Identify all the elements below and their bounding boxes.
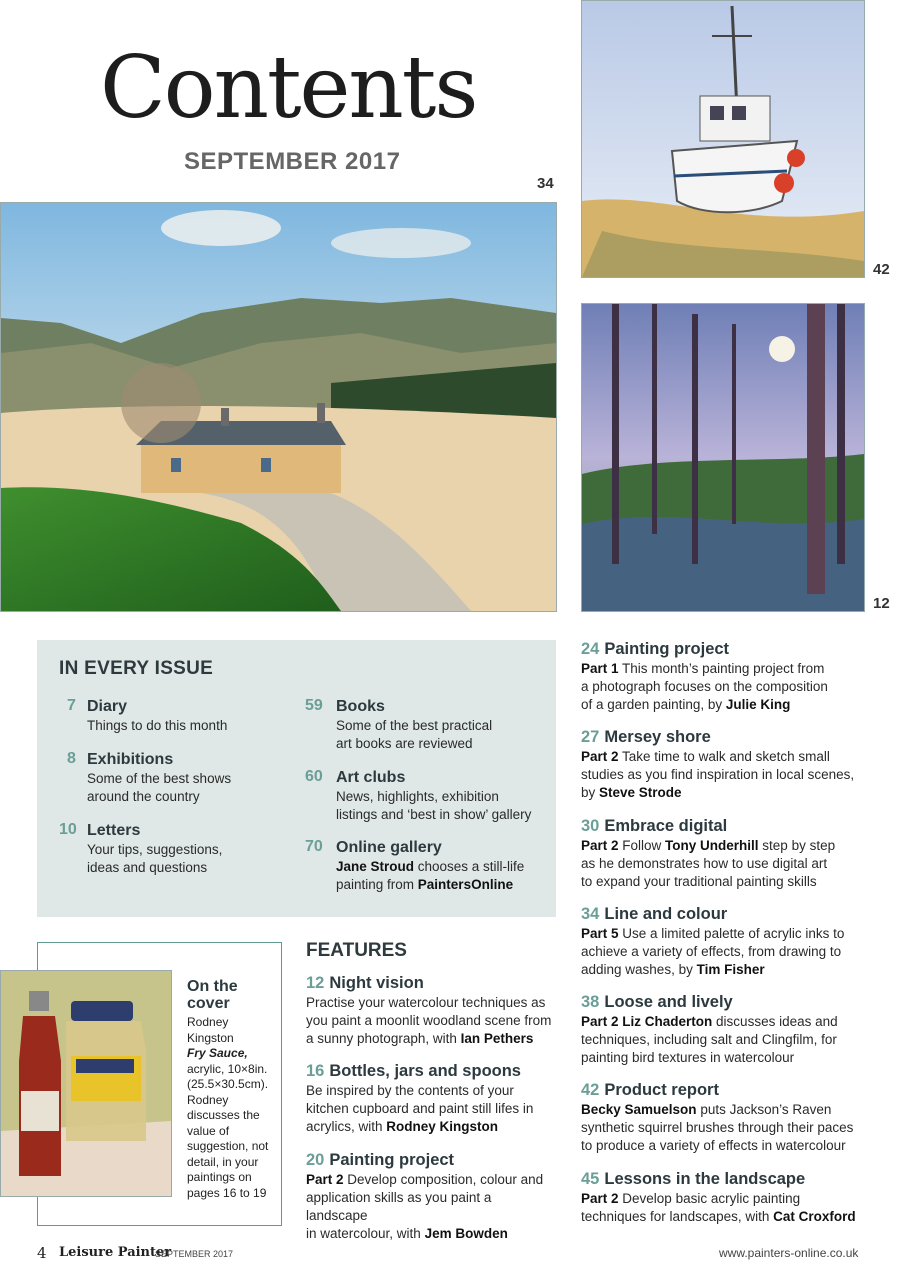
in-every-issue-heading: IN EVERY ISSUE [59, 658, 214, 679]
features-heading: FEATURES [306, 940, 407, 961]
entry-description: Things to do this month [87, 718, 228, 733]
page-number: 27 [581, 728, 600, 746]
entry-description [336, 858, 524, 876]
description-text: acrylics, with [306, 1119, 387, 1134]
page-number: 70 [305, 838, 323, 855]
page-number: 38 [581, 993, 600, 1011]
entry-description: ideas and questions [87, 860, 208, 875]
feature-item[interactable] [581, 903, 881, 979]
entry-description: Your tips, suggestions, [87, 842, 223, 857]
feature-line [581, 1190, 881, 1208]
feature-line: Practise your watercolour techniques as [306, 995, 546, 1010]
contributor-name: Ian Pethers [460, 1031, 534, 1046]
cover-heading: cover [187, 995, 230, 1012]
list-item-letters[interactable] [59, 821, 223, 877]
feature-title: Mersey shore [604, 728, 711, 746]
feature-line: studies as you find inspiration in local scenes, [581, 767, 855, 782]
feature-title: Painting project [329, 1151, 455, 1169]
part-label: Part 2 [306, 1172, 344, 1187]
description-text: discusses ideas and [712, 1014, 838, 1029]
contributor-name: Jem Bowden [424, 1226, 508, 1241]
part-label: Part 5 [581, 926, 619, 941]
page-number: 60 [305, 768, 323, 785]
page-number: 12 [306, 974, 325, 992]
feature-line: a photograph focuses on the composition [581, 679, 828, 694]
entry-title: Art clubs [336, 769, 406, 786]
part-label: Part 2 [581, 749, 619, 764]
feature-line: to produce a variety of effects in watercolour [581, 1138, 846, 1153]
entry-title: Online gallery [336, 839, 442, 856]
feature-line [581, 784, 881, 802]
feature-line: application skills as you paint a landscape [306, 1190, 492, 1223]
feature-line: you paint a moonlit woodland scene from [306, 1013, 552, 1028]
description-text: chooses a still-life [414, 859, 525, 874]
boat-image-page-ref: 42 [873, 261, 890, 278]
entry-description: Some of the best practical [336, 718, 493, 733]
entry-description: around the country [87, 789, 200, 804]
contributor-name: Julie King [725, 697, 791, 712]
page-number: 42 [581, 1081, 600, 1099]
feature-line: to expand your traditional painting skills [581, 874, 817, 889]
page-number: 59 [305, 697, 323, 714]
feature-line: as he demonstrates how to use digital art [581, 856, 828, 871]
cover-caption [187, 978, 277, 1201]
description-text: Follow [618, 838, 666, 853]
boat-painting [581, 0, 865, 278]
page-number: 20 [306, 1151, 325, 1169]
page-title: Contents [100, 38, 477, 138]
description-text: Develop basic acrylic painting [618, 1191, 801, 1206]
list-item-online-gallery[interactable] [305, 838, 525, 894]
feature-line: synthetic squirrel brushes through their paces [581, 1120, 854, 1135]
in-every-issue-box [37, 640, 556, 917]
page-number: 30 [581, 817, 600, 835]
description-text: puts Jackson’s Raven [696, 1102, 832, 1117]
feature-line [306, 1171, 556, 1189]
entry-description: listings and ‘best in show’ gallery [336, 807, 532, 822]
description-text: in watercolour, with [306, 1226, 425, 1241]
entry-title: Books [336, 698, 385, 715]
issue-date: SEPTEMBER 2017 [184, 148, 401, 175]
list-item-art-clubs[interactable] [305, 768, 532, 824]
feature-item[interactable] [306, 1060, 556, 1136]
feature-title: Night vision [329, 974, 424, 992]
footer-page-number: 4 [37, 1244, 47, 1262]
feature-title: Lessons in the landscape [604, 1170, 806, 1188]
feature-line [581, 1208, 881, 1226]
feature-line [581, 660, 881, 678]
cover-medium: acrylic, 10×8in. (25.5×30.5cm). [187, 1061, 269, 1091]
feature-title: Line and colour [604, 905, 728, 923]
feature-line [581, 961, 881, 979]
contributor-name: Tony Underhill [665, 838, 759, 853]
website-link[interactable]: www.painters-online.co.uk [719, 1246, 859, 1260]
cover-painting [0, 970, 172, 1197]
contributor-name: Rodney Kingston [386, 1119, 499, 1134]
description-text: techniques for landscapes, with [581, 1209, 774, 1224]
feature-title: Bottles, jars and spoons [329, 1062, 521, 1080]
feature-line [306, 1118, 556, 1136]
feature-line: Be inspired by the contents of your [306, 1083, 514, 1098]
feature-line [581, 925, 881, 943]
contributor-name: Becky Samuelson [581, 1102, 697, 1117]
page-number: 16 [306, 1062, 325, 1080]
description-text: Take time to walk and sketch small [618, 749, 830, 764]
page-number: 24 [581, 640, 600, 658]
part-label: Part 2 [581, 1014, 619, 1029]
main-image-page-ref: 34 [537, 175, 554, 192]
description-text: Use a limited palette of acrylic inks to [618, 926, 845, 941]
description-text: painting from [336, 877, 418, 892]
footer-issue: SEPTEMBER 2017 [155, 1249, 234, 1259]
list-item-books[interactable] [305, 697, 493, 753]
page-number: 45 [581, 1170, 600, 1188]
feature-item[interactable] [306, 1149, 556, 1243]
feature-line [581, 837, 881, 855]
feature-title: Embrace digital [604, 817, 728, 835]
entry-title: Exhibitions [87, 751, 174, 768]
part-label: Part 2 [581, 1191, 619, 1206]
woodland-image-page-ref: 12 [873, 595, 890, 612]
cover-note: Rodney discusses the value of suggestion, not detail, in your paintings on pages 16 to 19 [187, 1092, 269, 1200]
website-name: PaintersOnline [417, 877, 514, 892]
page-number: 34 [581, 905, 600, 923]
feature-item[interactable] [581, 638, 881, 714]
feature-item[interactable] [306, 972, 556, 1048]
description-text: of a garden painting, by [581, 697, 726, 712]
contributor-name: Tim Fisher [696, 962, 765, 977]
entry-title: Diary [87, 698, 128, 715]
feature-item[interactable] [581, 815, 881, 891]
feature-line: kitchen cupboard and paint still lifes in [306, 1101, 534, 1116]
feature-line [581, 696, 881, 714]
landscape-painting [0, 202, 557, 612]
feature-line: painting bird textures in watercolour [581, 1050, 795, 1065]
magazine-name: Leisure Painter [59, 1245, 172, 1260]
feature-line: techniques, including salt and Clingfilm, for [581, 1032, 837, 1047]
contributor-name: Steve Strode [599, 785, 682, 800]
part-label: Part 1 [581, 661, 619, 676]
feature-item[interactable] [581, 1079, 881, 1155]
cover-artist: Rodney Kingston [187, 1015, 234, 1045]
entry-description [336, 876, 524, 894]
contributor-name: Jane Stroud [336, 859, 415, 874]
feature-line [581, 1013, 881, 1031]
list-item-diary[interactable] [67, 697, 228, 735]
feature-line [581, 1101, 881, 1119]
entry-description: art books are reviewed [336, 736, 473, 751]
feature-title: Product report [604, 1081, 719, 1099]
description-text: by [581, 785, 600, 800]
cover-work-title: Fry Sauce, [187, 1046, 248, 1060]
feature-item[interactable] [581, 726, 881, 802]
part-label: Part 2 [581, 838, 619, 853]
feature-line [581, 748, 881, 766]
contributor-name: Cat Croxford [773, 1209, 856, 1224]
description-text: adding washes, by [581, 962, 697, 977]
description-text: Develop composition, colour and [343, 1172, 544, 1187]
entry-description: Some of the best shows [87, 771, 232, 786]
feature-item[interactable] [581, 1168, 881, 1226]
feature-line: achieve a variety of effects, from drawing to [581, 944, 842, 959]
description-text: step by step [758, 838, 836, 853]
entry-title: Letters [87, 822, 141, 839]
feature-line [306, 1225, 556, 1243]
woodland-painting [581, 303, 865, 612]
feature-title: Loose and lively [604, 993, 733, 1011]
description-text: a sunny photograph, with [306, 1031, 461, 1046]
feature-title: Painting project [604, 640, 730, 658]
page-number: 7 [67, 697, 76, 714]
feature-item[interactable] [581, 991, 881, 1067]
feature-line [306, 1030, 556, 1048]
list-item-exhibitions[interactable] [67, 750, 232, 806]
description-text: This month’s painting project from [618, 661, 825, 676]
contributor-name: Liz Chaderton [622, 1014, 713, 1029]
cover-heading: On the [187, 978, 238, 995]
entry-description: News, highlights, exhibition [336, 789, 499, 804]
page-number: 10 [59, 821, 77, 838]
page-number: 8 [67, 750, 76, 767]
